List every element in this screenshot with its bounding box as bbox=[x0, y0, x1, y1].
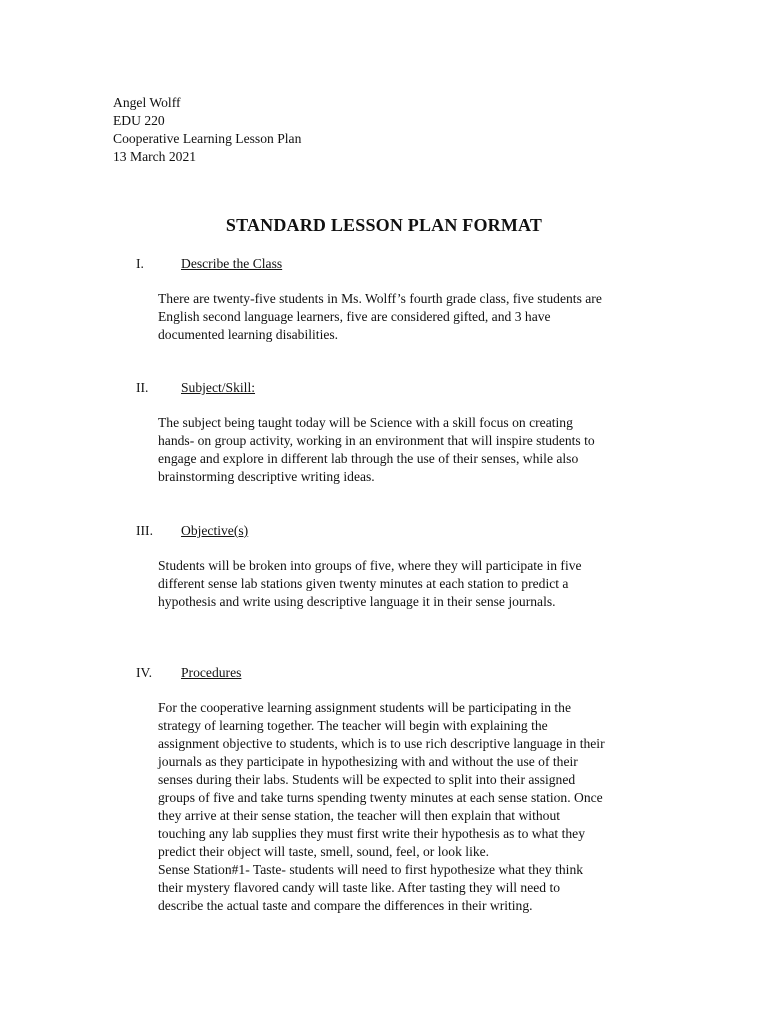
section-numeral: IV. bbox=[136, 665, 152, 680]
paragraph-line: groups of five and take turns spending twenty minutes at each sense station. Once bbox=[158, 790, 603, 805]
paragraph-line: Students will be broken into groups of five, where they will participate in five bbox=[158, 558, 582, 573]
section-heading-subject-skill bbox=[136, 379, 255, 397]
section-numeral: III. bbox=[136, 523, 153, 538]
section-heading-procedures bbox=[136, 664, 241, 682]
paragraph-line: hands- on group activity, working in an environment that will inspire students to bbox=[158, 433, 595, 448]
paragraph-line: they arrive at their sense station, the teacher will then explain that without bbox=[158, 808, 561, 823]
section-numeral: I. bbox=[136, 256, 144, 271]
document-title: STANDARD LESSON PLAN FORMAT bbox=[225, 215, 543, 235]
section-numeral: II. bbox=[136, 380, 149, 395]
section-body-procedures bbox=[158, 699, 638, 915]
paragraph-line: describe the actual taste and compare the differences in their writing. bbox=[158, 898, 533, 913]
paragraph-line: strategy of learning together. The teacher will begin with explaining the bbox=[158, 718, 548, 733]
document-date: 13 March 2021 bbox=[113, 149, 197, 164]
section-body-objectives bbox=[158, 557, 638, 611]
paragraph-line: predict their object will taste, smell, sound, feel, or look like. bbox=[158, 844, 490, 859]
author-name: Angel Wolff bbox=[113, 95, 181, 110]
section-heading-text: Describe the Class bbox=[181, 256, 283, 271]
paragraph-line: journals as they participate in hypothesizing with and without the use of their bbox=[158, 754, 578, 769]
paragraph-line: hypothesis and write using descriptive language it in their sense journals. bbox=[158, 594, 556, 609]
section-heading-describe-class bbox=[136, 255, 282, 273]
paragraph-line: brainstorming descriptive writing ideas. bbox=[158, 469, 375, 484]
assignment-name: Cooperative Learning Lesson Plan bbox=[113, 131, 302, 146]
paragraph-line: documented learning disabilities. bbox=[158, 327, 339, 342]
section-heading-objectives bbox=[136, 522, 248, 540]
section-body-subject-skill bbox=[158, 414, 638, 486]
paragraph-line: engage and explore in different lab through the use of their senses, while also bbox=[158, 451, 579, 466]
section-heading-text: Subject/Skill: bbox=[181, 380, 256, 395]
paragraph-line: different sense lab stations given twenty minutes at each station to predict a bbox=[158, 576, 569, 591]
section-heading-text: Procedures bbox=[181, 665, 242, 680]
paragraph-line: For the cooperative learning assignment students will be participating in the bbox=[158, 700, 571, 715]
course-code: EDU 220 bbox=[113, 113, 165, 128]
paragraph-line: touching any lab supplies they must first write their hypothesis as to what they bbox=[158, 826, 586, 841]
paragraph-line: English second language learners, five are considered gifted, and 3 have bbox=[158, 309, 551, 324]
paragraph-line: their mystery flavored candy will taste like. After tasting they will need to bbox=[158, 880, 561, 895]
paragraph-line: assignment objective to students, which is to use rich descriptive language in their bbox=[158, 736, 605, 751]
paragraph-line: senses during their labs. Students will be expected to split into their assigned bbox=[158, 772, 576, 787]
paragraph-line: Sense Station#1- Taste- students will need to first hypothesize what they think bbox=[158, 862, 584, 877]
paragraph-line: The subject being taught today will be Science with a skill focus on creating bbox=[158, 415, 573, 430]
document-header bbox=[113, 94, 301, 166]
section-body-describe-class bbox=[158, 290, 638, 344]
section-heading-text: Objective(s) bbox=[181, 523, 249, 538]
paragraph-line: There are twenty-five students in Ms. Wolff’s fourth grade class, five students are bbox=[158, 291, 602, 306]
